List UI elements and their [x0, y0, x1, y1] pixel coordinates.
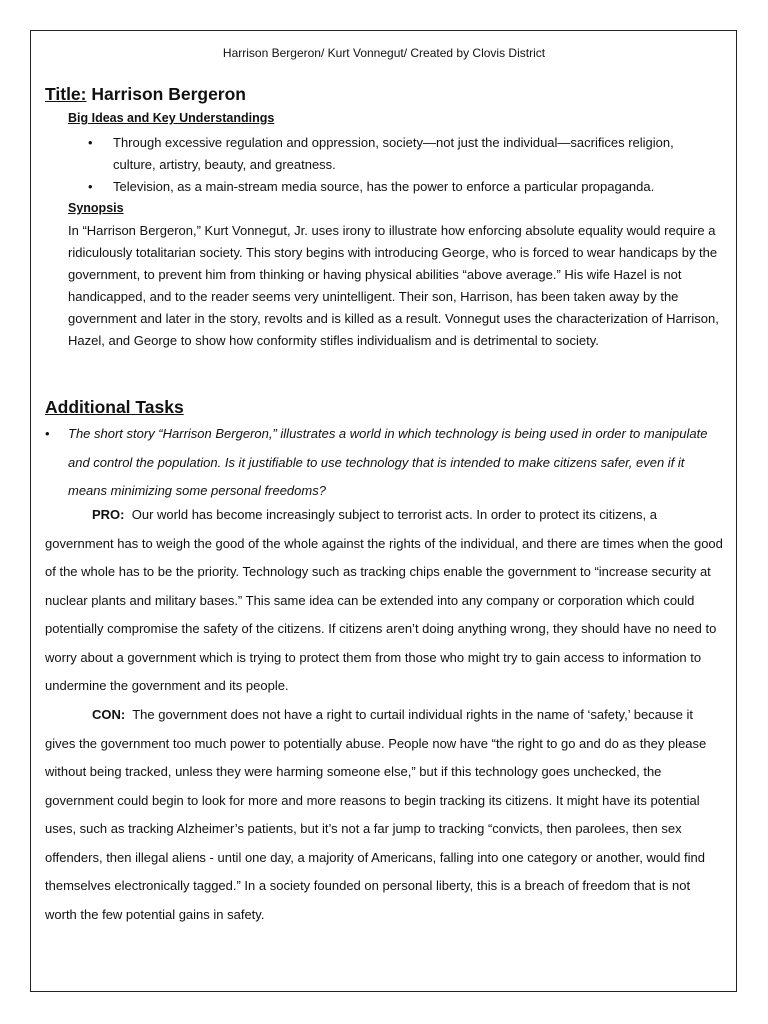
pro-text: Our world has become increasingly subject to terrorist acts. In order to protect its citizens, a government has to weigh the good of the whole against the rights of the individual, and there are times when the good of the whole has to be the priority. Technology such as tracking chips enable the government to “increase security at nuclear plants and military bases.” This same idea can be extended into any company or corporation which could potentially compromise the safety of the citizens. If citizens aren’t doing anything wrong, they should have no need to worry about a government which is trying to protect them from those who might try to gain access to information to undermine the government and its people. [45, 507, 723, 693]
discussion-question: • The short story “Harrison Bergeron,” illustrates a world in which technology is being used in order to manipulate and control the population. Is it justifiable to use technology that is intended to make citizens safer, even if it means minimizing some personal freedoms? [45, 420, 725, 506]
con-paragraph [45, 701, 725, 929]
title-text: Harrison Bergeron [91, 84, 246, 104]
synopsis-heading: Synopsis [68, 201, 124, 215]
list-item: • Television, as a main-stream media source, has the power to enforce a particular propaganda. [68, 176, 718, 198]
big-ideas-list [68, 132, 718, 198]
document-header: Harrison Bergeron/ Kurt Vonnegut/ Created by Clovis District [222, 46, 546, 60]
pro-label: PRO: [92, 507, 125, 522]
big-ideas-heading: Big Ideas and Key Understandings [68, 111, 275, 125]
list-item: • Through excessive regulation and oppression, society—not just the individual—sacrifices religion, culture, artistry, beauty, and greatness. [68, 132, 718, 176]
con-label: CON: [92, 707, 126, 722]
page-title [45, 84, 246, 105]
con-text: The government does not have a right to curtail individual rights in the name of ‘safety,’ because it gives the government too much power to potentially abuse. People now have “the right to go and do as they please without being tracked, unless they were harming someone else,” but if this technology goes unchecked, the government could begin to look for more and more reasons to begin tracking its citizens. It might have its potential uses, such as tracking Alzheimer’s patients, but it’s not a far jump to tracking “convicts, then parolees, then sex offenders, then illegal aliens - until one day, a majority of Americans, falling into one category or another, would find themselves electronically tagged.” In a society founded on personal liberty, this is a breach of freedom that is not worth the few potential gains in safety. [45, 707, 707, 922]
additional-tasks-heading: Additional Tasks [45, 397, 184, 417]
pro-paragraph [45, 501, 725, 701]
synopsis-text: In “Harrison Bergeron,” Kurt Vonnegut, Jr. uses irony to illustrate how enforcing absolute equality would require a ridiculously totalitarian society. This story begins with introducing George, who is forced to wear handicaps by the government, to prevent him from thinking or having physical abilities “above average.” His wife Hazel is not handicapped, and to the reader seems very unintelligent. Their son, Harrison, has been taken away by the government and later in the story, revolts and is killed as a result. Vonnegut uses the characterization of Harrison, Hazel, and George to show how conformity stifles individualism and is detrimental to society. [68, 223, 719, 348]
title-label: Title: [45, 84, 87, 104]
